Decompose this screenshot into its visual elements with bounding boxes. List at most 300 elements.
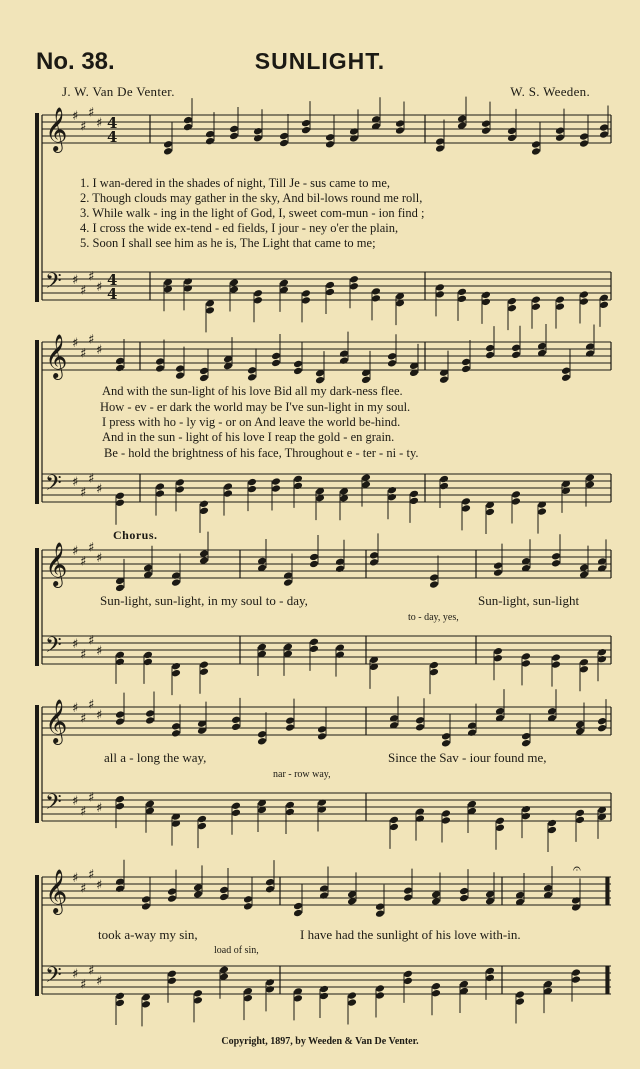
note-head	[285, 716, 295, 725]
verse-1-line-1: 1. I wan-dered in the shades of night, Till Je - sus came to me,	[80, 176, 391, 190]
note-head	[375, 902, 385, 911]
sharp-icon: ♯	[80, 977, 87, 993]
note-head	[571, 975, 581, 984]
sharp-icon: ♯	[88, 790, 95, 806]
note-head	[199, 507, 209, 516]
note-head	[415, 723, 425, 732]
note-head	[507, 134, 517, 143]
bass-clef-icon: 𝄢	[45, 963, 62, 993]
note-head	[555, 295, 565, 304]
note-head	[141, 895, 151, 904]
note-head	[309, 645, 319, 654]
note-head	[335, 650, 345, 659]
treble-clef-icon: 𝄞	[45, 699, 68, 743]
note-head	[435, 283, 445, 292]
note-head	[375, 991, 385, 1000]
note-head	[431, 989, 441, 998]
note-head	[457, 288, 467, 297]
sharp-icon: ♯	[96, 708, 103, 723]
verse-3-line-1: 3. While walk - ing in the light of God, I, sweet com-mun - ion find ;	[80, 206, 425, 220]
sharp-icon: ♯	[80, 711, 87, 727]
note-head	[531, 302, 541, 311]
note-head	[309, 560, 319, 569]
sharp-icon: ♯	[88, 963, 95, 979]
note-head	[555, 126, 565, 135]
note-head	[361, 376, 371, 385]
note-head	[375, 984, 385, 993]
note-head	[197, 815, 207, 824]
note-head	[247, 478, 257, 487]
note-head	[171, 722, 181, 731]
system-bracket	[35, 340, 39, 504]
note-head	[325, 288, 335, 297]
note-head	[599, 294, 609, 303]
note-head	[115, 802, 125, 811]
time-signature-top: 4	[107, 114, 118, 132]
note-head	[301, 119, 311, 128]
note-head	[265, 978, 275, 987]
note-head	[285, 723, 295, 732]
note-head	[349, 134, 359, 143]
note-head	[599, 130, 609, 139]
note-head	[247, 485, 257, 494]
system-bracket	[35, 113, 39, 302]
sharp-icon: ♯	[72, 637, 79, 652]
note-head	[293, 482, 303, 491]
treble-clef-icon: 𝄞	[45, 542, 68, 586]
sharp-icon: ♯	[80, 804, 87, 820]
note-head	[155, 357, 165, 366]
note-head	[507, 297, 517, 306]
note-head	[271, 352, 281, 361]
note-head	[403, 893, 413, 902]
note-head	[435, 137, 445, 146]
note-head	[575, 809, 585, 818]
note-head	[271, 477, 281, 486]
note-head	[515, 997, 525, 1006]
note-head	[247, 366, 257, 375]
note-head	[511, 490, 521, 499]
time-signature-top: 4	[107, 271, 118, 289]
note-head	[493, 568, 503, 577]
note-head	[389, 816, 399, 825]
note-head	[141, 902, 151, 911]
note-head	[265, 885, 275, 894]
note-head	[461, 497, 471, 506]
note-head	[537, 507, 547, 516]
note-head	[163, 147, 173, 156]
note-head	[229, 125, 239, 134]
note-head	[585, 349, 595, 358]
note-head	[371, 287, 381, 296]
note-head	[403, 970, 413, 979]
note-head	[551, 660, 561, 669]
note-head	[371, 294, 381, 303]
note-head	[115, 658, 125, 667]
note-head	[167, 976, 177, 985]
sharp-icon: ♯	[80, 485, 87, 501]
sharp-icon: ♯	[88, 633, 95, 649]
note-head	[571, 896, 581, 905]
note-head	[145, 716, 155, 725]
note-head	[461, 365, 471, 374]
note-head	[485, 344, 495, 353]
note-head	[511, 351, 521, 360]
note-head	[253, 127, 263, 136]
note-head	[171, 571, 181, 580]
treble-clef-icon: 𝄞	[45, 334, 68, 378]
sharp-icon: ♯	[72, 871, 79, 886]
bass-clef-icon: 𝄢	[45, 471, 62, 501]
sharp-icon: ♯	[96, 974, 103, 989]
note-head	[485, 351, 495, 360]
chorus-line-3a: took a-way my sin,	[98, 927, 198, 942]
note-head	[197, 822, 207, 831]
note-head	[597, 655, 607, 664]
note-head	[511, 344, 521, 353]
sharp-icon: ♯	[88, 540, 95, 556]
note-head	[115, 364, 125, 373]
note-head	[507, 127, 517, 136]
note-head	[175, 371, 185, 380]
note-head	[231, 802, 241, 811]
note-head	[459, 887, 469, 896]
final-bar	[606, 877, 610, 905]
note-head	[175, 364, 185, 373]
note-head	[561, 373, 571, 382]
note-head	[231, 809, 241, 818]
system-bracket	[35, 705, 39, 823]
note-head	[481, 291, 491, 300]
sharp-icon: ♯	[72, 544, 79, 559]
note-head	[143, 651, 153, 660]
note-head	[115, 651, 125, 660]
note-head	[521, 732, 531, 741]
note-head	[325, 281, 335, 290]
note-head	[319, 992, 329, 1001]
sharp-icon: ♯	[88, 269, 95, 285]
note-head	[115, 357, 125, 366]
sharp-icon: ♯	[80, 119, 87, 135]
time-signature-bottom: 4	[107, 285, 118, 303]
note-head	[283, 571, 293, 580]
note-head	[265, 878, 275, 887]
note-head	[439, 475, 449, 484]
note-head	[229, 278, 239, 287]
note-head	[375, 909, 385, 918]
note-head	[155, 489, 165, 498]
note-head	[521, 739, 531, 748]
sharp-icon: ♯	[96, 280, 103, 295]
note-head	[403, 886, 413, 895]
sharp-icon: ♯	[88, 105, 95, 121]
note-head	[347, 998, 357, 1007]
chorus-line-1: Sun-light, sun-light, in my soul to - day,	[100, 593, 308, 608]
note-head	[229, 132, 239, 141]
note-head	[285, 808, 295, 817]
note-head	[597, 717, 607, 726]
sharp-icon: ♯	[96, 551, 103, 566]
chorus-line-3b: I have had the sunlight of his love with-in.	[300, 927, 521, 942]
author-credit: J. W. Van De Venter.	[62, 84, 175, 99]
note-head	[339, 349, 349, 358]
note-head	[193, 989, 203, 998]
note-head	[141, 1000, 151, 1009]
note-head	[167, 969, 177, 978]
note-head	[561, 366, 571, 375]
note-head	[435, 144, 445, 153]
note-head	[317, 732, 327, 741]
note-head	[493, 647, 503, 656]
note-head	[271, 359, 281, 368]
note-head	[403, 977, 413, 986]
note-head	[171, 662, 181, 671]
note-head	[495, 817, 505, 826]
note-head	[319, 891, 329, 900]
note-head	[415, 814, 425, 823]
note-head	[175, 485, 185, 494]
note-head	[531, 147, 541, 156]
verse-4-line-1: 4. I cross the wide ex-tend - ed fields, I jour - ney o'er the plain,	[80, 221, 399, 235]
note-head	[369, 551, 379, 560]
chorus-echo-2: nar - row way,	[273, 769, 331, 780]
note-head	[115, 795, 125, 804]
note-head	[597, 648, 607, 657]
sharp-icon: ♯	[80, 283, 87, 299]
note-head	[579, 139, 589, 148]
note-head	[439, 375, 449, 384]
sharp-icon: ♯	[88, 332, 95, 348]
verse-5-line-2: Be - hold the brightness of his face, Throughout e - ter - ni - ty.	[104, 446, 419, 460]
note-head	[183, 116, 193, 125]
note-head	[271, 484, 281, 493]
treble-clef-icon: 𝄞	[45, 869, 68, 913]
note-head	[335, 565, 345, 574]
sharp-icon: ♯	[72, 109, 79, 124]
note-head	[395, 126, 405, 135]
verse-4-line-2: And in the sun - light of his love I reap the gold - en grain.	[102, 430, 395, 444]
note-head	[175, 478, 185, 487]
note-head	[199, 660, 209, 669]
note-head	[493, 561, 503, 570]
note-head	[389, 823, 399, 832]
bass-clef-icon: 𝄢	[45, 790, 62, 820]
note-head	[349, 275, 359, 284]
note-head	[293, 475, 303, 484]
note-head	[435, 290, 445, 299]
sharp-icon: ♯	[80, 881, 87, 897]
sharp-icon: ♯	[72, 701, 79, 716]
note-head	[253, 296, 263, 305]
note-head	[293, 360, 303, 369]
note-head	[223, 482, 233, 491]
note-head	[231, 716, 241, 725]
note-head	[265, 985, 275, 994]
note-head	[555, 133, 565, 142]
note-head	[485, 967, 495, 976]
sharp-icon: ♯	[80, 346, 87, 362]
note-head	[171, 578, 181, 587]
note-head	[485, 508, 495, 517]
note-head	[115, 710, 125, 719]
note-head	[441, 739, 451, 748]
note-head	[441, 809, 451, 818]
note-head	[575, 720, 585, 729]
note-head	[301, 289, 311, 298]
note-head	[115, 498, 125, 507]
note-head	[579, 297, 589, 306]
chorus-line-2b: Since the Sav - iour found me,	[388, 750, 547, 765]
note-head	[507, 304, 517, 313]
note-head	[293, 902, 303, 911]
note-head	[461, 504, 471, 513]
note-head	[319, 985, 329, 994]
note-head	[115, 999, 125, 1008]
note-head	[347, 991, 357, 1000]
note-head	[415, 716, 425, 725]
note-head	[335, 558, 345, 567]
verse-3-line-2: I press with ho - ly vig - or on And leave the world be-hind.	[102, 415, 401, 429]
note-head	[579, 658, 589, 667]
note-head	[461, 358, 471, 367]
note-head	[199, 500, 209, 509]
sharp-icon: ♯	[72, 794, 79, 809]
system-bracket	[35, 548, 39, 666]
note-head	[485, 974, 495, 983]
note-head	[387, 359, 397, 368]
note-head	[199, 374, 209, 383]
note-head	[143, 658, 153, 667]
note-head	[325, 133, 335, 142]
note-head	[243, 994, 253, 1003]
hymn-number: No. 38.	[36, 48, 115, 75]
note-head	[439, 482, 449, 491]
note-head	[219, 893, 229, 902]
note-head	[301, 126, 311, 135]
note-head	[319, 884, 329, 893]
sharp-icon: ♯	[88, 471, 95, 487]
note-head	[441, 732, 451, 741]
note-head	[171, 669, 181, 678]
note-head	[205, 130, 215, 139]
sharp-icon: ♯	[72, 273, 79, 288]
note-head	[199, 367, 209, 376]
note-head	[579, 665, 589, 674]
note-head	[551, 559, 561, 568]
fermata-icon: 𝄐	[573, 861, 581, 877]
note-head	[531, 295, 541, 304]
note-head	[279, 139, 289, 148]
note-head	[205, 137, 215, 146]
note-head	[495, 824, 505, 833]
note-head	[317, 725, 327, 734]
note-head	[571, 903, 581, 912]
note-head	[369, 558, 379, 567]
note-head	[335, 643, 345, 652]
note-head	[387, 493, 397, 502]
note-head	[409, 490, 419, 499]
note-head	[409, 497, 419, 506]
chorus-line-1b: Sun-light, sun-light	[478, 593, 580, 608]
note-head	[231, 723, 241, 732]
sharp-icon: ♯	[96, 878, 103, 893]
note-head	[431, 982, 441, 991]
chorus-label: Chorus.	[113, 528, 158, 542]
note-head	[547, 819, 557, 828]
note-head	[247, 373, 257, 382]
note-head	[415, 807, 425, 816]
composer-credit: W. S. Weeden.	[510, 84, 590, 99]
note-head	[115, 717, 125, 726]
note-head	[521, 812, 531, 821]
note-head	[493, 654, 503, 663]
note-head	[171, 729, 181, 738]
note-head	[325, 140, 335, 149]
note-head	[257, 730, 267, 739]
verse-2-line-1: 2. Though clouds may gather in the sky, And bil-lows round me roll,	[80, 191, 423, 205]
note-head	[387, 352, 397, 361]
note-head	[253, 134, 263, 143]
note-head	[115, 584, 125, 593]
sharp-icon: ♯	[80, 647, 87, 663]
note-head	[155, 482, 165, 491]
note-head	[115, 884, 125, 893]
note-head	[585, 342, 595, 351]
note-head	[145, 709, 155, 718]
note-head	[457, 295, 467, 304]
note-head	[155, 364, 165, 373]
sharp-icon: ♯	[72, 967, 79, 982]
note-head	[467, 721, 477, 730]
note-head	[515, 990, 525, 999]
sharp-icon: ♯	[96, 482, 103, 497]
note-head	[293, 909, 303, 918]
note-head	[551, 653, 561, 662]
note-head	[531, 140, 541, 149]
note-head	[481, 119, 491, 128]
note-head	[579, 132, 589, 141]
bass-clef-icon: 𝄢	[45, 269, 62, 299]
note-head	[309, 553, 319, 562]
note-head	[547, 826, 557, 835]
note-head	[293, 994, 303, 1003]
note-head	[575, 816, 585, 825]
note-head	[279, 132, 289, 141]
note-head	[521, 805, 531, 814]
note-head	[555, 302, 565, 311]
time-signature-bottom: 4	[107, 128, 118, 146]
note-head	[395, 119, 405, 128]
note-head	[599, 123, 609, 132]
note-head	[167, 894, 177, 903]
note-head	[199, 667, 209, 676]
note-head	[599, 301, 609, 310]
sharp-icon: ♯	[72, 475, 79, 490]
hymn-title: SUNLIGHT.	[254, 48, 386, 74]
sharp-icon: ♯	[88, 867, 95, 883]
note-head	[183, 277, 193, 286]
note-head	[387, 486, 397, 495]
note-head	[429, 668, 439, 677]
verse-2-line-2: How - ev - er dark the world may be I've sun-light in my soul.	[100, 400, 411, 414]
sharp-icon: ♯	[80, 554, 87, 570]
sharp-icon: ♯	[96, 343, 103, 358]
note-head	[243, 895, 253, 904]
note-head	[183, 123, 193, 132]
note-head	[163, 140, 173, 149]
note-head	[339, 356, 349, 365]
chorus-echo-3: load of sin,	[214, 945, 259, 956]
